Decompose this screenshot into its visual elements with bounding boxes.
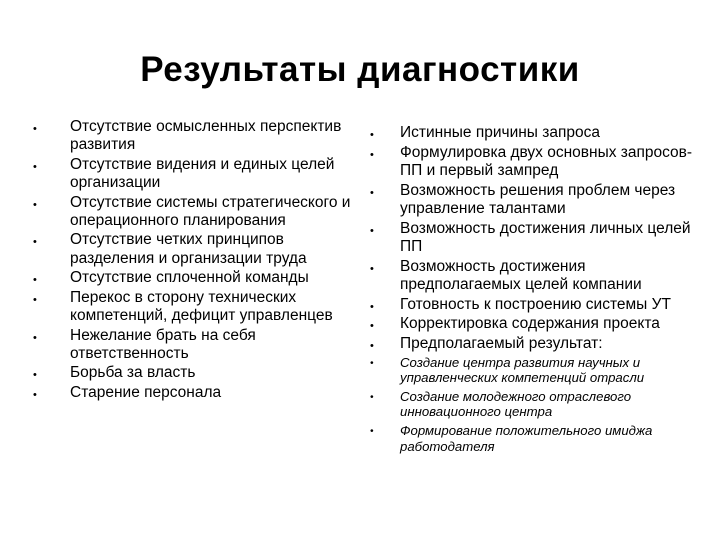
list-item	[370, 315, 710, 333]
bullet-icon: •	[370, 357, 374, 369]
list-item-text: Отсутствие сплоченной команды	[70, 269, 309, 287]
left-bullet-list	[33, 118, 360, 404]
bullet-icon: •	[370, 262, 374, 275]
list-item	[370, 295, 710, 314]
bullet-icon: •	[33, 331, 37, 344]
bullet-icon: •	[33, 369, 37, 382]
bullet-icon: •	[370, 320, 374, 333]
list-item	[33, 269, 360, 287]
bullet-icon: •	[33, 160, 37, 173]
list-item-text: Возможность достижения личных целей ПП	[400, 219, 691, 255]
list-item	[370, 143, 710, 181]
list-item-text: Возможность решения проблем через управление талантами	[400, 181, 676, 217]
list-item	[370, 181, 710, 219]
list-item-text: Корректировка содержания проекта	[400, 315, 660, 333]
list-item	[33, 231, 360, 267]
list-item-text: Отсутствие системы стратегического и операционного планирования	[70, 193, 351, 229]
sub-list-item	[370, 389, 710, 420]
bullet-icon: •	[370, 224, 374, 237]
bullet-icon: •	[33, 236, 37, 249]
list-item-text: Борьба за власть	[70, 364, 196, 382]
bullet-icon: •	[370, 148, 374, 161]
list-item	[370, 219, 710, 257]
bullet-icon: •	[370, 129, 374, 141]
list-item	[33, 288, 360, 325]
list-item-text: Предполагаемый результат:	[400, 335, 603, 352]
bullet-icon: •	[370, 340, 374, 352]
bullet-icon: •	[33, 123, 37, 135]
sub-list-item	[370, 354, 710, 386]
list-item-text: Нежелание брать на себя ответственность	[70, 326, 256, 362]
bullet-icon: •	[33, 293, 37, 306]
list-item	[33, 364, 360, 382]
bullet-icon: •	[33, 198, 37, 211]
list-item	[33, 193, 360, 230]
list-item-text: Истинные причины запроса	[400, 124, 600, 141]
sub-list-item	[370, 423, 710, 454]
bullet-icon: •	[33, 388, 37, 401]
list-item	[33, 155, 360, 192]
list-item	[33, 383, 360, 402]
bullet-icon: •	[370, 426, 374, 438]
list-item	[370, 335, 710, 353]
bullet-icon: •	[370, 392, 374, 403]
list-item	[370, 124, 710, 142]
list-item-text: Перекос в сторону технических компетенций, дефицит управленцев	[70, 288, 333, 324]
slide-title: Результаты диагностики	[140, 50, 580, 89]
bullet-icon: •	[33, 274, 37, 287]
list-item-text: Формулировка двух основных запросов-ПП и первый зампред	[400, 143, 693, 179]
list-item-text: Возможность достижения предполагаемых целей компании	[400, 257, 642, 293]
list-item	[370, 257, 710, 295]
bullet-icon: •	[370, 186, 374, 199]
list-item	[33, 326, 360, 363]
list-item-text: Отсутствие осмысленных перспектив развития	[70, 118, 342, 154]
list-item-text: Отсутствие видения и единых целей организации	[70, 155, 335, 191]
list-item	[33, 118, 360, 154]
list-item-text: Готовность к построению системы УТ	[400, 295, 671, 313]
list-item-text: Старение персонала	[70, 383, 222, 401]
sub-list-item-text: Создание молодежного отраслевого инновационного центра	[400, 389, 632, 420]
bullet-icon: •	[370, 300, 374, 313]
right-bullet-list	[370, 124, 710, 458]
sub-list-item-text: Создание центра развития научных и управленческих компетенций отрасли	[400, 354, 645, 386]
sub-list-item-text: Формирование положительного имиджа работодателя	[400, 423, 653, 454]
list-item-text: Отсутствие четких принципов разделения и организации труда	[70, 231, 307, 267]
